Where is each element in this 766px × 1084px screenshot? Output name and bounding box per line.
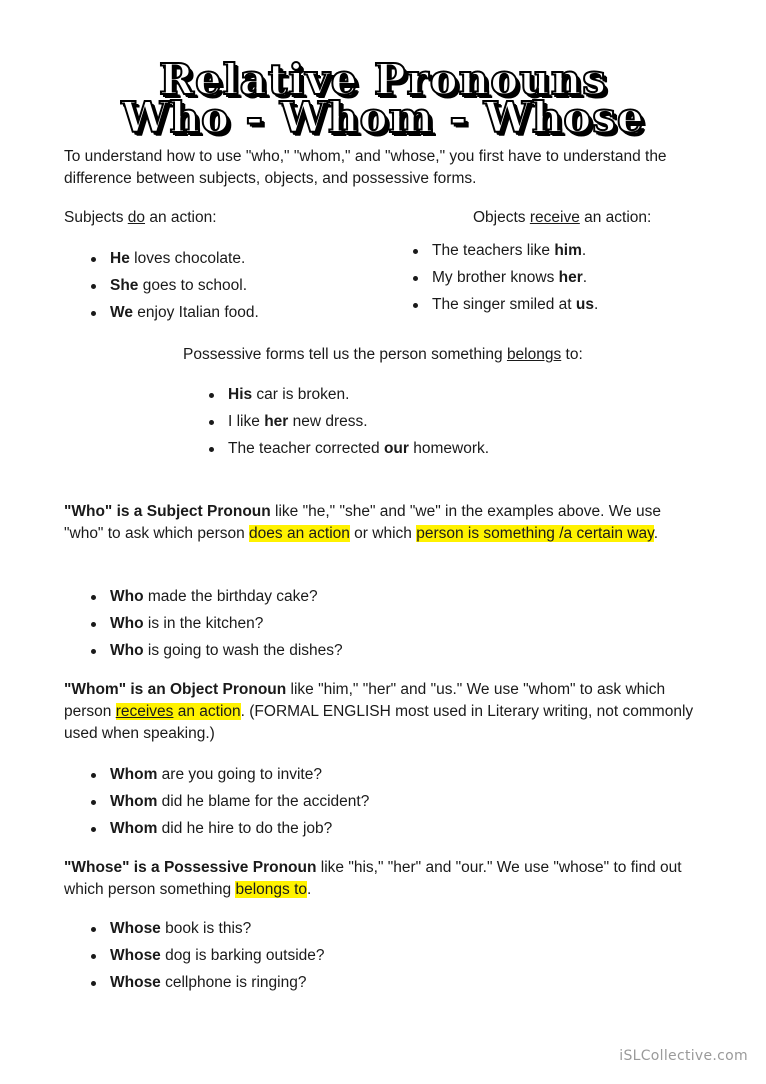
list-item: The teachers like him. [410, 241, 598, 268]
list-item: Whose dog is barking outside? [88, 946, 325, 973]
list-item: Whom did he hire to do the job? [88, 819, 369, 846]
list-item: Who is in the kitchen? [88, 614, 343, 641]
possessive-list [206, 385, 489, 466]
subjects-list [88, 249, 259, 330]
list-item: His car is broken. [206, 385, 489, 412]
whom-paragraph: "Whom" is an Object Pronoun like "him," "her" and "us." We use "whom" to ask which person receives an action. (FORMAL ENGLISH most used in Literary writing, not commonly used when speaking.) [64, 681, 694, 742]
title-line-2: Who - Whom - Whose [121, 93, 645, 142]
who-examples-list [88, 587, 343, 668]
whose-examples-list [88, 919, 325, 1000]
list-item: The teacher corrected our homework. [206, 439, 489, 466]
list-item: Whose book is this? [88, 919, 325, 946]
list-item: We enjoy Italian food. [88, 303, 259, 330]
list-item: Whose cellphone is ringing? [88, 973, 325, 1000]
list-item: She goes to school. [88, 276, 259, 303]
intro-paragraph: To understand how to use "who," "whom," and "whose," you first have to understand the difference between subjects, objects, and possessive forms. [64, 148, 667, 187]
possessive-heading: Possessive forms tell us the person something belongs to: [183, 346, 583, 363]
list-item: The singer smiled at us. [410, 295, 598, 322]
subjects-heading: Subjects do an action: [64, 209, 217, 226]
list-item: Who made the birthday cake? [88, 587, 343, 614]
whom-examples-list [88, 765, 369, 846]
whose-paragraph: "Whose" is a Possessive Pronoun like "his," "her" and "our." We use "whose" to find out which person something belongs to. [64, 859, 682, 898]
title-line-1: Relative Pronouns [159, 55, 607, 104]
list-item: Who is going to wash the dishes? [88, 641, 343, 668]
list-item: Whom did he blame for the accident? [88, 792, 369, 819]
list-item: Whom are you going to invite? [88, 765, 369, 792]
list-item: I like her new dress. [206, 412, 489, 439]
site-watermark: iSLCollective.com [619, 1048, 748, 1064]
who-paragraph: "Who" is a Subject Pronoun like "he," "she" and "we" in the examples above. We use "who" to ask which person does an action or which person is something /a certain way. [64, 503, 662, 542]
objects-heading: Objects receive an action: [473, 209, 652, 226]
objects-list [410, 241, 598, 322]
list-item: My brother knows her. [410, 268, 598, 295]
list-item: He loves chocolate. [88, 249, 259, 276]
